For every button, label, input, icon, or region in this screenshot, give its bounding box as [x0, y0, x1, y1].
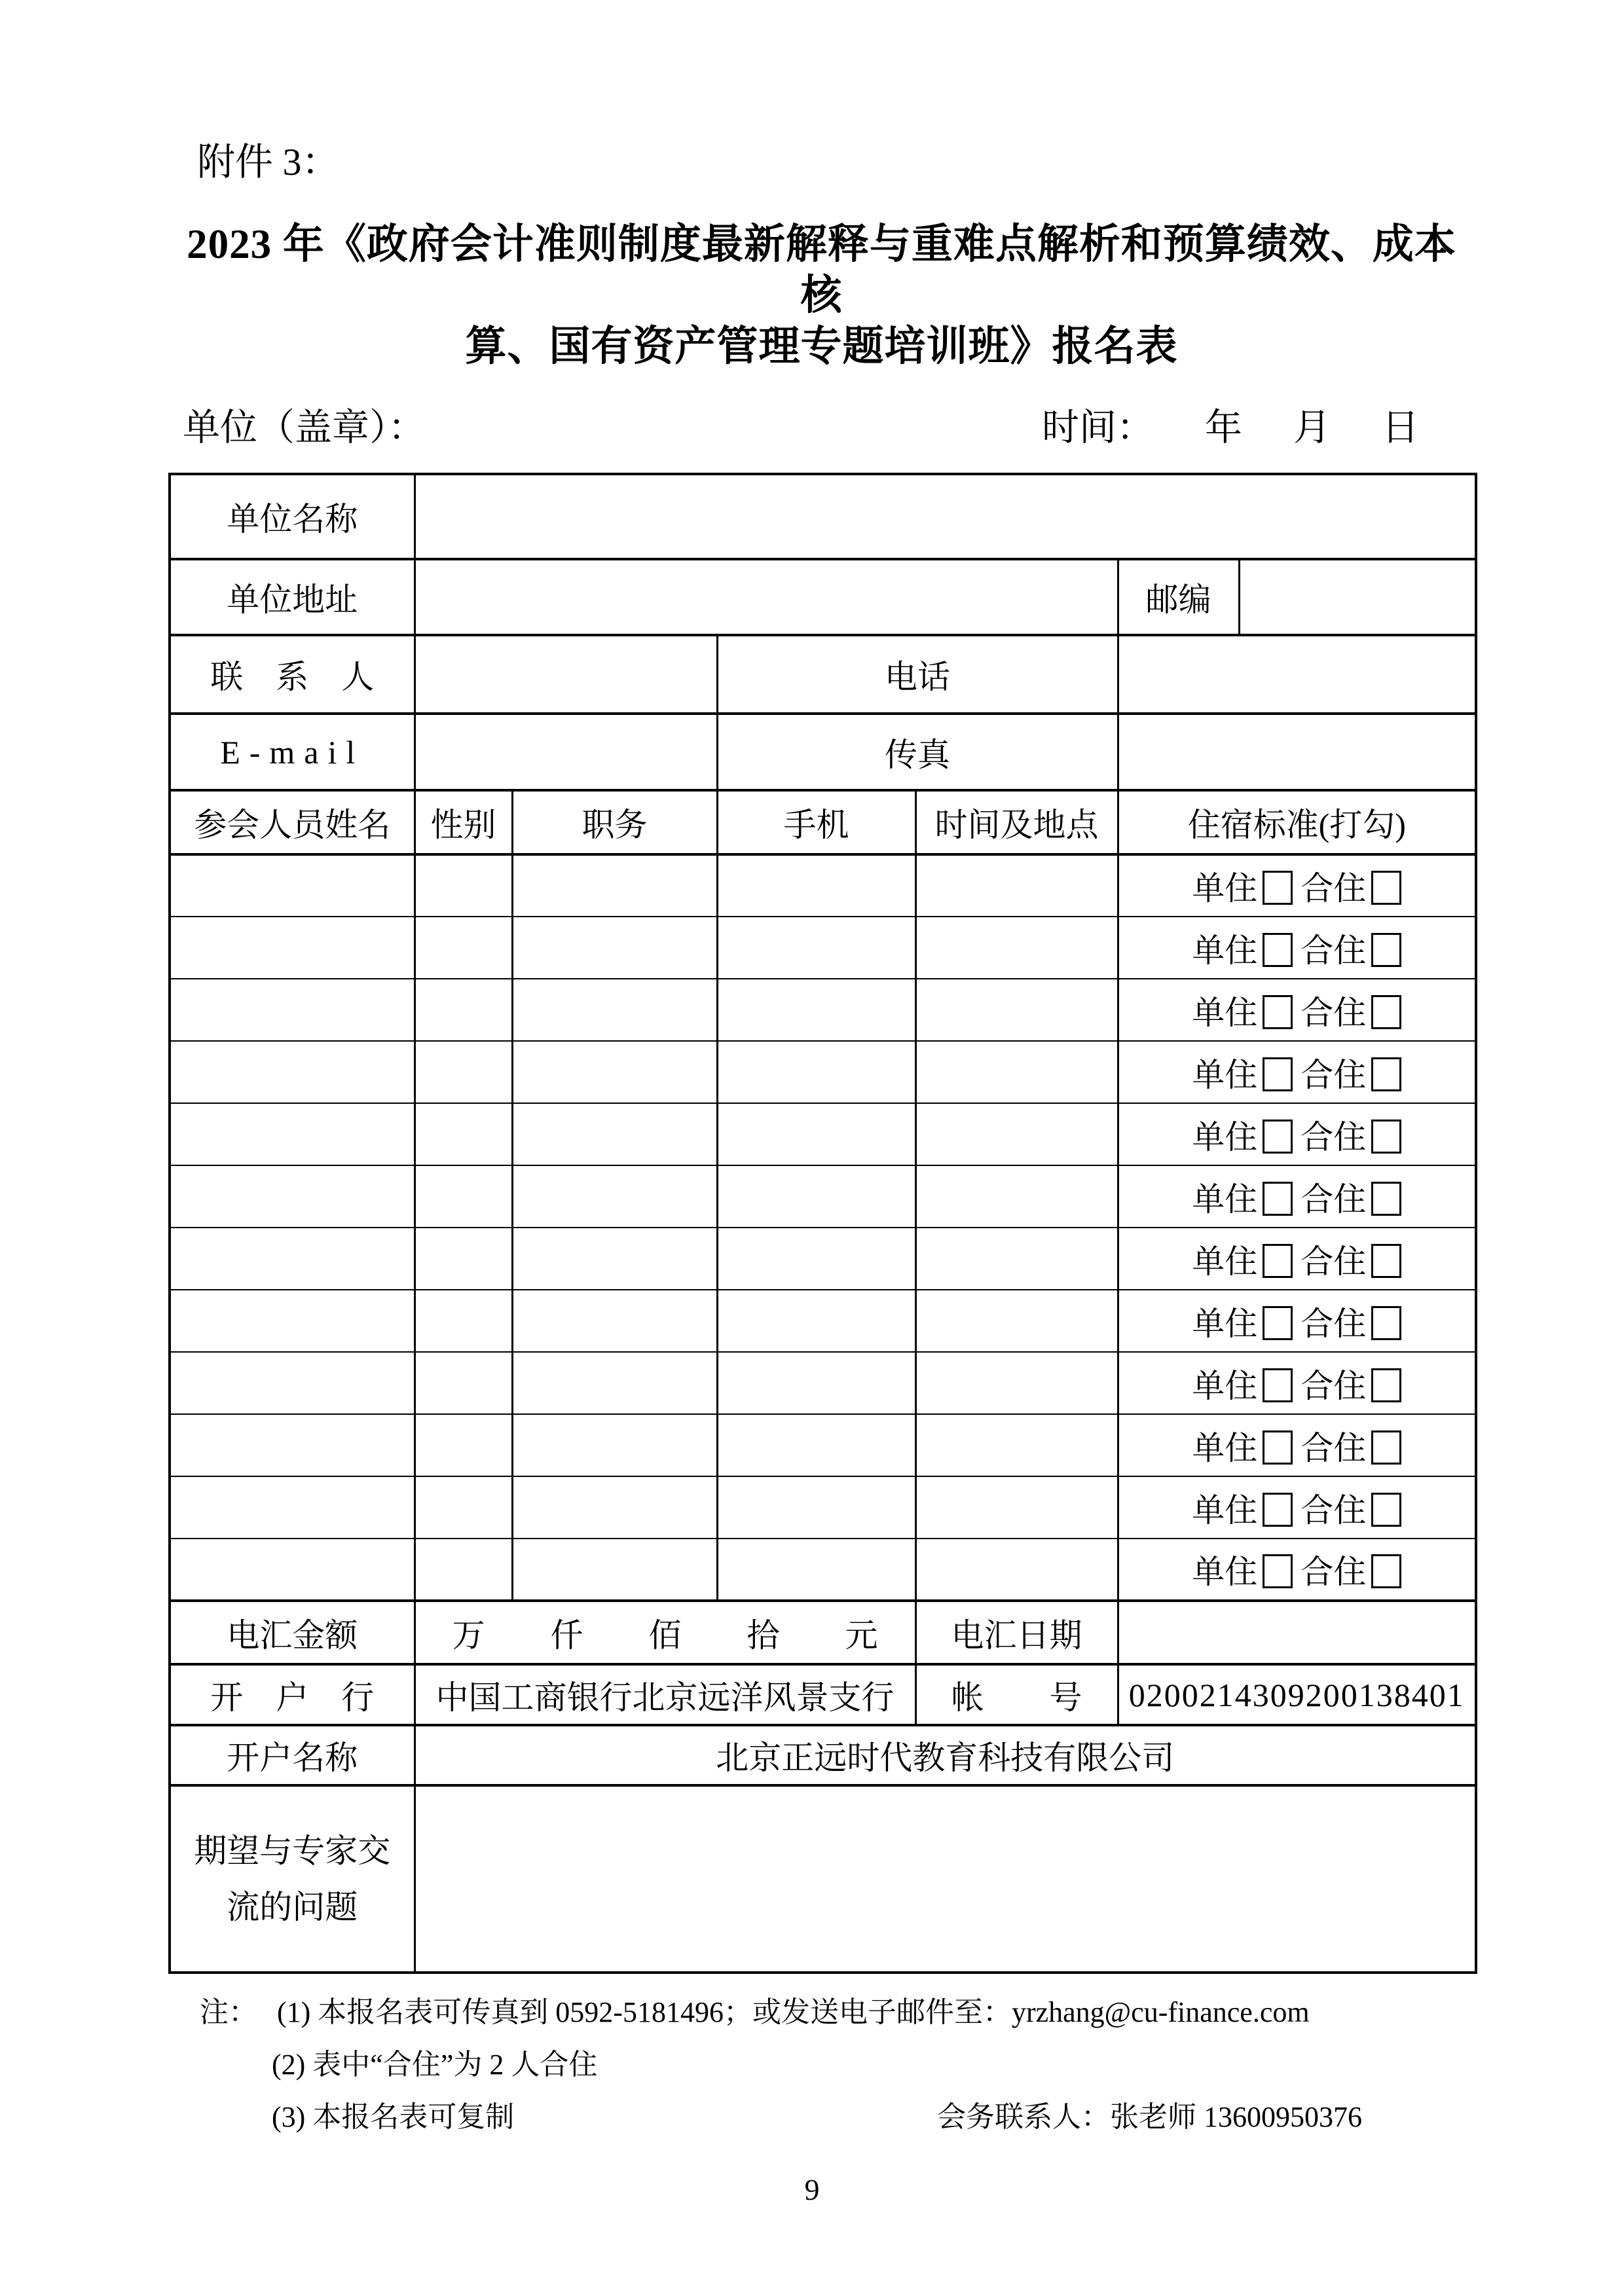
single-room-label: 单住 [1192, 1056, 1258, 1093]
shared-room-checkbox[interactable] [1371, 995, 1401, 1029]
shared-room-label: 合住 [1301, 1491, 1367, 1529]
single-room-checkbox[interactable] [1263, 1368, 1293, 1402]
account-label: 帐 号 [915, 1664, 1118, 1725]
account-name-row [170, 1725, 1476, 1785]
attendee-mobile-input[interactable] [717, 917, 915, 979]
registration-table [168, 473, 1477, 1974]
single-room-label: 单住 [1192, 1554, 1258, 1590]
lodging-choice-cell [1118, 979, 1476, 1041]
attendee-row [170, 1228, 1476, 1290]
unit-address-label: 单位地址 [170, 559, 415, 635]
attendee-name-input[interactable] [170, 1352, 415, 1414]
shared-room-checkbox[interactable] [1371, 1182, 1401, 1216]
year-label: 年 [1205, 407, 1242, 448]
single-room-label: 单住 [1192, 994, 1258, 1031]
attendee-name-input[interactable] [170, 1539, 415, 1601]
shared-room-label: 合住 [1301, 870, 1367, 907]
lodging-choice-cell [1118, 1290, 1476, 1352]
attendee-gender-input[interactable] [415, 1290, 512, 1352]
attendee-name-input[interactable] [170, 1290, 415, 1352]
shared-room-checkbox[interactable] [1371, 933, 1401, 967]
email-label: E-mail [170, 714, 415, 790]
bank-label: 开 户 行 [170, 1664, 415, 1725]
shared-room-checkbox[interactable] [1371, 1554, 1401, 1588]
contact-label: 联 系 人 [170, 635, 415, 714]
note-prefix: 注： [200, 1996, 257, 2028]
attendee-row [170, 1165, 1476, 1228]
lodging-header: 住宿标准(打勾) [1118, 790, 1476, 854]
note-1-text: (1) 本报名表可传真到 0592-5181496；或发送电子邮件至：yrzhang@cu-finance.com [277, 1996, 1310, 2028]
shared-room-label: 合住 [1301, 932, 1367, 969]
gender-header: 性别 [415, 790, 512, 854]
attendee-time-place-input[interactable] [915, 1539, 1118, 1601]
questions-label-line2: 流的问题 [227, 1889, 358, 1925]
single-room-checkbox[interactable] [1263, 933, 1293, 967]
attendee-row [170, 1103, 1476, 1165]
attendee-gender-input[interactable] [415, 979, 512, 1041]
account-name-value: 北京正远时代教育科技有限公司 [415, 1725, 1476, 1785]
postal-code-label: 邮编 [1118, 559, 1239, 635]
seal-and-date-line [168, 406, 1475, 450]
lodging-choice-cell [1118, 1414, 1476, 1476]
single-room-checkbox[interactable] [1263, 1306, 1293, 1340]
questions-label [170, 1785, 415, 1973]
attendee-position-input[interactable] [512, 1476, 717, 1539]
attendee-name-input[interactable] [170, 1041, 415, 1103]
attendee-mobile-input[interactable] [717, 979, 915, 1041]
attendee-header-row [170, 790, 1476, 854]
shared-room-checkbox[interactable] [1371, 871, 1401, 905]
attendee-mobile-input[interactable] [717, 1290, 915, 1352]
shared-room-label: 合住 [1301, 994, 1367, 1031]
shared-room-checkbox[interactable] [1371, 1306, 1401, 1340]
attendee-gender-input[interactable] [415, 1165, 512, 1228]
attendee-name-input[interactable] [170, 979, 415, 1041]
attendee-gender-input[interactable] [415, 1539, 512, 1601]
day-label: 日 [1382, 407, 1419, 448]
lodging-choice-cell [1118, 1228, 1476, 1290]
attendee-gender-input[interactable] [415, 1352, 512, 1414]
attendee-position-input[interactable] [512, 1103, 717, 1165]
attendee-row [170, 917, 1476, 979]
lodging-choice-cell [1118, 1165, 1476, 1228]
attendee-row [170, 1414, 1476, 1476]
single-room-label: 单住 [1192, 1305, 1258, 1342]
shared-room-checkbox[interactable] [1371, 1244, 1401, 1278]
phone-label: 电话 [717, 635, 1118, 714]
note-line-1 [168, 1994, 1475, 2032]
page-number: 9 [804, 2173, 820, 2206]
postal-code-input[interactable] [1239, 559, 1476, 635]
shared-room-checkbox[interactable] [1371, 1368, 1401, 1402]
attendee-gender-input[interactable] [415, 1414, 512, 1476]
single-room-label: 单住 [1192, 1367, 1258, 1404]
single-room-label: 单住 [1192, 1243, 1258, 1280]
attendee-time-place-input[interactable] [915, 1476, 1118, 1539]
note-line-2 [168, 2046, 1475, 2084]
bank-row [170, 1664, 1476, 1725]
attachment-label: 附件 3： [197, 141, 340, 183]
questions-row [170, 1785, 1476, 1973]
fax-input[interactable] [1118, 714, 1476, 790]
attendee-gender-input[interactable] [415, 854, 512, 917]
single-room-checkbox[interactable] [1263, 1057, 1293, 1091]
attendee-position-input[interactable] [512, 1352, 717, 1414]
time-place-header: 时间及地点 [915, 790, 1118, 854]
attendee-position-input[interactable] [512, 1290, 717, 1352]
single-room-checkbox[interactable] [1263, 1120, 1293, 1154]
attendee-position-input[interactable] [512, 1414, 717, 1476]
attendee-time-place-input[interactable] [915, 854, 1118, 917]
single-room-label: 单住 [1192, 870, 1258, 907]
attendee-gender-input[interactable] [415, 917, 512, 979]
attendee-name-header: 参会人员姓名 [170, 790, 415, 854]
lodging-choice-cell [1118, 854, 1476, 917]
wire-amount-row [170, 1601, 1476, 1664]
position-header: 职务 [512, 790, 717, 854]
shared-room-checkbox[interactable] [1371, 1430, 1401, 1465]
shared-room-label: 合住 [1301, 1305, 1367, 1342]
unit-name-row [170, 474, 1476, 559]
attendee-name-input[interactable] [170, 1103, 415, 1165]
attendee-time-place-input[interactable] [915, 1228, 1118, 1290]
questions-input[interactable] [415, 1785, 1476, 1973]
shared-room-label: 合住 [1301, 1243, 1367, 1280]
wire-date-label: 电汇日期 [915, 1601, 1118, 1664]
attendee-name-input[interactable] [170, 1165, 415, 1228]
single-room-label: 单住 [1192, 1118, 1258, 1156]
single-room-checkbox[interactable] [1263, 1244, 1293, 1278]
single-room-label: 单住 [1192, 1491, 1258, 1529]
email-row [170, 714, 1476, 790]
shared-room-checkbox[interactable] [1371, 1120, 1401, 1154]
shared-room-label: 合住 [1301, 1180, 1367, 1218]
attendee-mobile-input[interactable] [717, 1352, 915, 1414]
single-room-checkbox[interactable] [1263, 1182, 1293, 1216]
shared-room-label: 合住 [1301, 1056, 1367, 1093]
date-group [1042, 406, 1419, 450]
shared-room-label: 合住 [1301, 1429, 1367, 1467]
single-room-checkbox[interactable] [1263, 995, 1293, 1029]
form-title-line1: 2023 年《政府会计准则制度最新解释与重难点解析和预算绩效、成本核 [187, 221, 1456, 318]
unit-name-label: 单位名称 [170, 474, 415, 559]
shared-room-label: 合住 [1301, 1367, 1367, 1404]
single-room-label: 单住 [1192, 1429, 1258, 1467]
attendee-mobile-input[interactable] [717, 1414, 915, 1476]
attendee-row [170, 979, 1476, 1041]
attendee-name-input[interactable] [170, 1476, 415, 1539]
shared-room-label: 合住 [1301, 1118, 1367, 1156]
attendee-time-place-input[interactable] [915, 1290, 1118, 1352]
attendee-row [170, 1041, 1476, 1103]
attendee-row [170, 1290, 1476, 1352]
time-label: 时间： [1042, 407, 1154, 448]
attendee-mobile-input[interactable] [717, 1476, 915, 1539]
attendee-position-input[interactable] [512, 1228, 717, 1290]
questions-label-line1: 期望与专家交 [194, 1832, 391, 1869]
unit-address-input[interactable] [415, 559, 1118, 635]
attendee-position-input[interactable] [512, 1165, 717, 1228]
single-room-checkbox[interactable] [1263, 871, 1293, 905]
fax-label: 传真 [717, 714, 1118, 790]
attendee-gender-input[interactable] [415, 1476, 512, 1539]
shared-room-checkbox[interactable] [1371, 1057, 1401, 1091]
single-room-checkbox[interactable] [1263, 1430, 1293, 1465]
attendee-position-input[interactable] [512, 917, 717, 979]
form-title [168, 219, 1475, 372]
attendee-gender-input[interactable] [415, 1228, 512, 1290]
attendee-name-input[interactable] [170, 1414, 415, 1476]
lodging-choice-cell [1118, 1476, 1476, 1539]
attendee-position-input[interactable] [512, 1539, 717, 1601]
unit-name-input[interactable] [415, 474, 1476, 559]
month-label: 月 [1293, 407, 1331, 448]
email-input[interactable] [415, 714, 717, 790]
lodging-choice-cell [1118, 1539, 1476, 1601]
unit-address-row [170, 559, 1476, 635]
attendee-mobile-input[interactable] [717, 1228, 915, 1290]
wire-amount-units: 万 仟 佰 拾 元 [415, 1601, 915, 1664]
wire-amount-label: 电汇金额 [170, 1601, 415, 1664]
attendee-time-place-input[interactable] [915, 1103, 1118, 1165]
single-room-label: 单住 [1192, 1180, 1258, 1218]
single-room-label: 单住 [1192, 932, 1258, 969]
account-name-label: 开户名称 [170, 1725, 415, 1785]
note-3-text: (3) 本报名表可复制 [272, 2101, 515, 2133]
attendee-time-place-input[interactable] [915, 1165, 1118, 1228]
attendee-gender-input[interactable] [415, 1103, 512, 1165]
unit-seal-label: 单位（盖章）： [183, 407, 426, 448]
attendee-row [170, 1352, 1476, 1414]
lodging-choice-cell [1118, 917, 1476, 979]
mobile-header: 手机 [717, 790, 915, 854]
attendee-mobile-input[interactable] [717, 1103, 915, 1165]
lodging-choice-cell [1118, 1041, 1476, 1103]
attendee-time-place-input[interactable] [915, 979, 1118, 1041]
bank-name-value: 中国工商银行北京远洋风景支行 [415, 1664, 915, 1725]
attendee-position-input[interactable] [512, 979, 717, 1041]
attendee-name-input[interactable] [170, 917, 415, 979]
attendee-position-input[interactable] [512, 854, 717, 917]
single-room-checkbox[interactable] [1263, 1493, 1293, 1527]
attendee-mobile-input[interactable] [717, 1539, 915, 1601]
form-title-line2: 算、国有资产管理专题培训班》报名表 [465, 323, 1178, 369]
attendee-row [170, 854, 1476, 917]
account-number-value: 0200214309200138401 [1118, 1664, 1476, 1725]
phone-input[interactable] [1118, 635, 1476, 714]
attendee-time-place-input[interactable] [915, 1352, 1118, 1414]
lodging-choice-cell [1118, 1352, 1476, 1414]
attendee-name-input[interactable] [170, 854, 415, 917]
attendee-mobile-input[interactable] [717, 1165, 915, 1228]
attendee-time-place-input[interactable] [915, 1414, 1118, 1476]
attendee-position-input[interactable] [512, 1041, 717, 1103]
contact-input[interactable] [415, 635, 717, 714]
conference-contact: 会务联系人：张老师 13600950376 [937, 2101, 1362, 2133]
shared-room-checkbox[interactable] [1371, 1493, 1401, 1527]
attendee-name-input[interactable] [170, 1228, 415, 1290]
wire-date-input[interactable] [1118, 1601, 1476, 1664]
lodging-choice-cell [1118, 1103, 1476, 1165]
note-line-3 [168, 2098, 1475, 2136]
note-2-text: (2) 表中“合住”为 2 人合住 [272, 2049, 598, 2081]
shared-room-label: 合住 [1301, 1554, 1367, 1590]
notes-section [168, 1994, 1475, 2136]
attendee-row [170, 1539, 1476, 1601]
attendee-mobile-input[interactable] [717, 1041, 915, 1103]
attendee-mobile-input[interactable] [717, 854, 915, 917]
single-room-checkbox[interactable] [1263, 1554, 1293, 1588]
contact-row [170, 635, 1476, 714]
attendee-row [170, 1476, 1476, 1539]
attendee-gender-input[interactable] [415, 1041, 512, 1103]
attendee-time-place-input[interactable] [915, 1041, 1118, 1103]
content-area [168, 0, 1475, 2136]
attendee-time-place-input[interactable] [915, 917, 1118, 979]
